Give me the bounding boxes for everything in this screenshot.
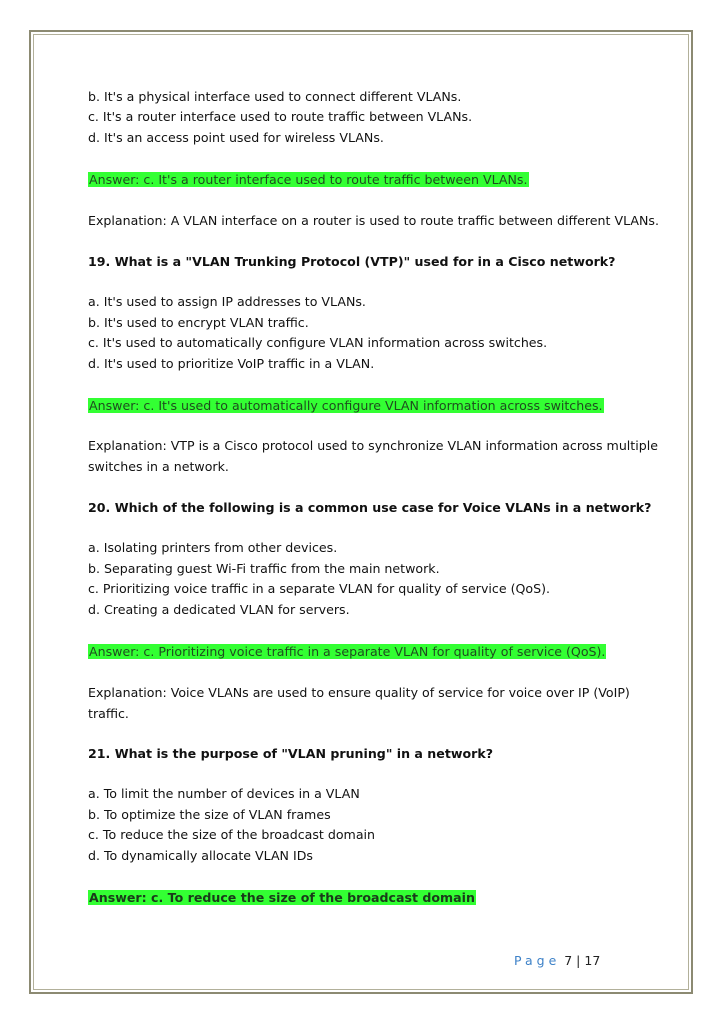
page-number: 7 | 17 [564, 953, 601, 968]
q21-option-c: c. To reduce the size of the broadcast domain [88, 827, 376, 842]
q19-option-d: d. It's used to prioritize VoIP traffic in a VLAN. [88, 356, 375, 371]
q20-explanation-line2: traffic. [88, 706, 129, 721]
q18-option-b: b. It's a physical interface used to connect different VLANs. [88, 89, 462, 104]
q21-option-d: d. To dynamically allocate VLAN IDs [88, 848, 313, 863]
q20-explanation-line1: Explanation: Voice VLANs are used to ensure quality of service for voice over IP (VoIP) [88, 685, 630, 700]
q21-option-a: a. To limit the number of devices in a VLAN [88, 786, 360, 801]
q19-option-b: b. It's used to encrypt VLAN traffic. [88, 315, 309, 330]
q20-answer: Answer: c. Prioritizing voice traffic in a separate VLAN for quality of service (QoS). [89, 644, 606, 659]
q21-answer: Answer: c. To reduce the size of the broadcast domain [89, 890, 475, 905]
q19-option-c: c. It's used to automatically configure VLAN information across switches. [88, 335, 548, 350]
q20-option-c: c. Prioritizing voice traffic in a separate VLAN for quality of service (QoS). [88, 581, 551, 596]
q20-option-a: a. Isolating printers from other devices. [88, 540, 338, 555]
q19-explanation-line2: switches in a network. [88, 459, 229, 474]
q18-answer: Answer: c. It's a router interface used to route traffic between VLANs. [89, 172, 528, 187]
page-label: Page [514, 953, 561, 968]
q21-question: 21. What is the purpose of "VLAN pruning" in a network? [88, 746, 494, 761]
q19-option-a: a. It's used to assign IP addresses to VLANs. [88, 294, 366, 309]
q19-answer: Answer: c. It's used to automatically configure VLAN information across switches. [89, 398, 603, 413]
q21-option-b: b. To optimize the size of VLAN frames [88, 807, 331, 822]
q18-option-c: c. It's a router interface used to route traffic between VLANs. [88, 109, 473, 124]
q18-explanation: Explanation: A VLAN interface on a router is used to route traffic between different VLANs. [88, 213, 659, 228]
q20-option-d: d. Creating a dedicated VLAN for servers. [88, 602, 350, 617]
q19-explanation-line1: Explanation: VTP is a Cisco protocol used to synchronize VLAN information across multiple [88, 438, 658, 453]
q18-option-d: d. It's an access point used for wireless VLANs. [88, 130, 384, 145]
q20-question: 20. Which of the following is a common use case for Voice VLANs in a network? [88, 500, 652, 515]
q20-option-b: b. Separating guest Wi-Fi traffic from the main network. [88, 561, 440, 576]
q19-question: 19. What is a "VLAN Trunking Protocol (VTP)" used for in a Cisco network? [88, 254, 616, 269]
page-footer [514, 953, 600, 968]
